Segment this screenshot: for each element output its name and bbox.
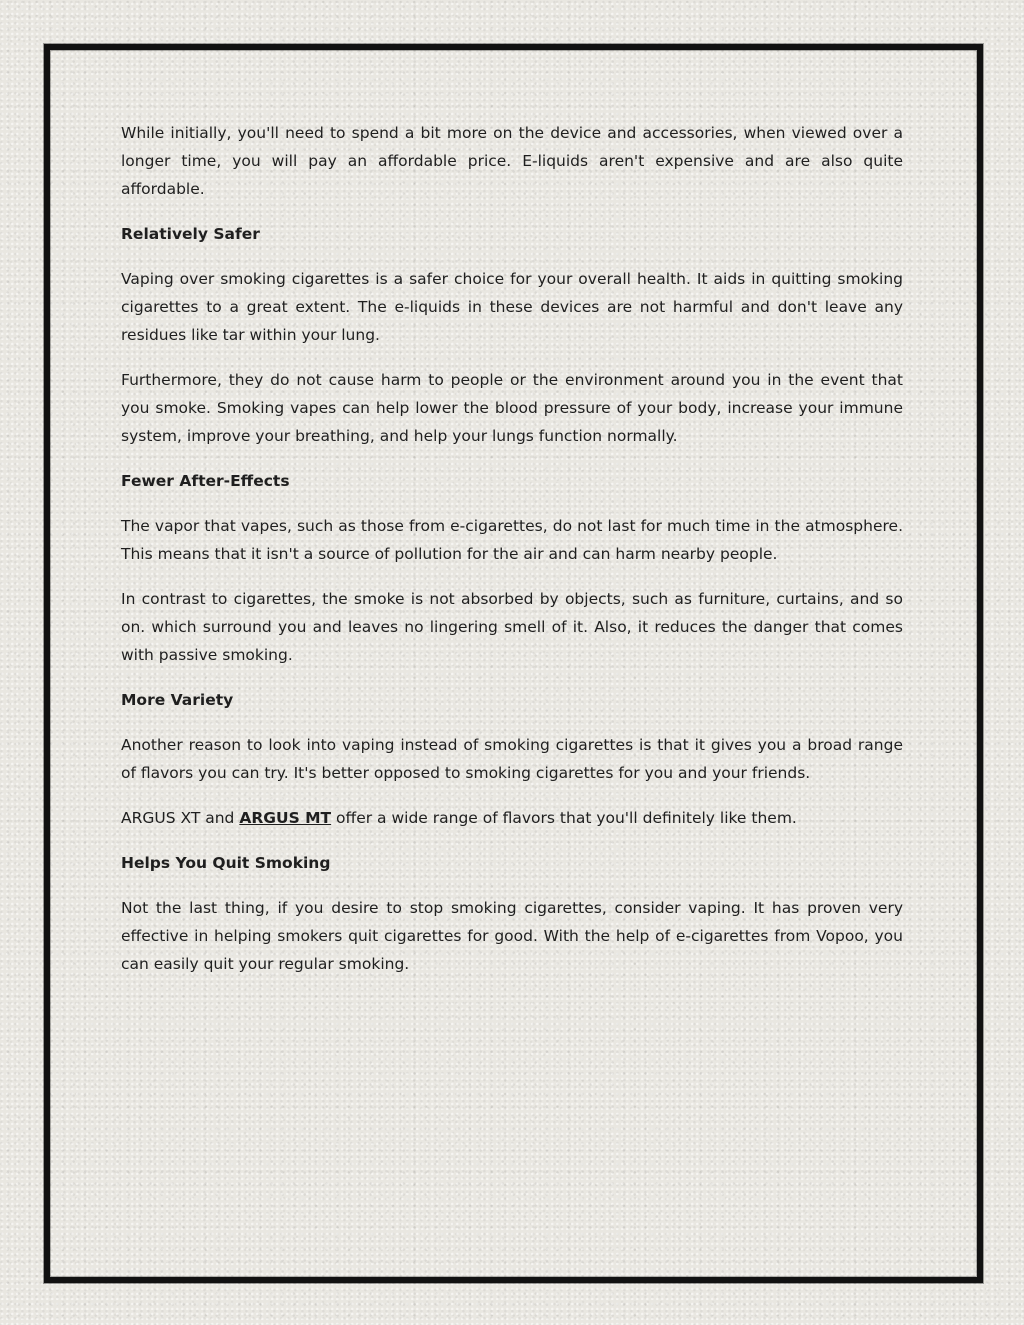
paragraph-no-lingering-smell: In contrast to cigarettes, the smoke is not absorbed by objects, such as furniture, curtains, and so on. which surround you and leaves no lingering smell of it. Also, it reduces the danger that comes with passive smoking. — [121, 590, 903, 664]
paragraph-quit-smoking: Not the last thing, if you desire to stop smoking cigarettes, consider vaping. It has proven very effective in helping smokers quit cigarettes for good. With the help of e-cigarettes from Vopoo, you can easily quit your regular smoking. — [121, 899, 903, 973]
heading-more-variety: More Variety — [121, 691, 234, 709]
document-body — [121, 119, 903, 995]
argus-text-after: offer a wide range of flavors that you'll definitely like them. — [331, 809, 797, 827]
heading-fewer-after-effects: Fewer After-Effects — [121, 472, 290, 490]
paragraph-vapor-atmosphere: The vapor that vapes, such as those from e-cigarettes, do not last for much time in the atmosphere. This means that it isn't a source of pollution for the air and can harm nearby people. — [121, 517, 903, 563]
paragraph-cost: While initially, you'll need to spend a bit more on the device and accessories, when viewed over a longer time, you will pay an affordable price. E-liquids aren't expensive and are also quite affordable. — [121, 124, 903, 198]
argus-mt-link[interactable]: ARGUS MT — [239, 809, 332, 827]
paragraph-safer-choice: Vaping over smoking cigarettes is a safer choice for your overall health. It aids in quitting smoking cigarettes to a great extent. The e-liquids in these devices are not harmful and don't leave any residues like tar within your lung. — [121, 270, 903, 344]
argus-text-before: ARGUS XT and — [121, 809, 240, 827]
heading-relatively-safer: Relatively Safer — [121, 225, 260, 243]
paragraph-flavor-range: Another reason to look into vaping instead of smoking cigarettes is that it gives you a broad range of flavors you can try. It's better opposed to smoking cigarettes for you and your friends. — [121, 736, 903, 782]
paragraph-health-benefits: Furthermore, they do not cause harm to people or the environment around you in the event that you smoke. Smoking vapes can help lower the blood pressure of your body, increase your immune system, improve your breathing, and help your lungs function normally. — [121, 371, 903, 445]
heading-helps-quit-smoking: Helps You Quit Smoking — [121, 854, 331, 872]
paragraph-argus-flavors — [121, 804, 903, 832]
